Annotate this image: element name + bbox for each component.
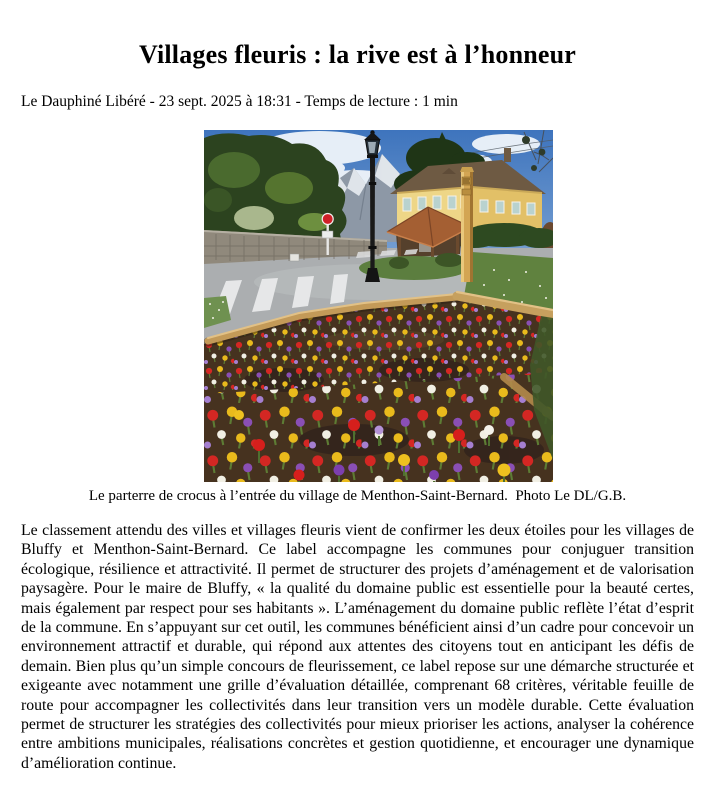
article-photo bbox=[204, 130, 553, 482]
photo-caption: Le parterre de crocus à l’entrée du village de Menthon-Saint-Bernard. Photo Le DL/G.B. bbox=[88, 488, 627, 504]
article-body: Le classement attendu des villes et villages fleuris vient de confirmer les deux étoiles pour les villages de Bluffy et Menthon-Saint-Bernard. Ce label accompagne les communes pour conjuguer transition écologique, résilience et attractivité. Il permet de structurer des projets d’aménagement et de valorisation paysagère. Pour le maire de Bluffy, « la qualité du domaine public est essentielle pour la beauté certes, mais également par respect pour ses habitants ». L’aménagement du domaine public reflète l’état d’esprit de la commune. En s’appuyant sur cet outil, les communes bénéficient ainsi d’un cadre pour concevoir un environnement attractif et durable, qui répond aux attentes des citoyens tout en anticipant les défis de demain. Bien plus qu’un simple concours de fleurissement, ce label repose sur une démarche structurée et exigeante avec notamment une grille d’évaluation détaillée, comprenant 68 critères, véritable feuille de route pour accompagner les collectivités dans leur transition vers un modèle durable. Cette évaluation permet de structurer les stratégies des collectivités pour mieux prioriser les actions, analyser la cohérence entre ambitions municipales, réalisations concrètes et gestion quotidienne, et encourager une dynamique d’amélioration continue. bbox=[21, 522, 694, 772]
article-title: Villages fleuris : la rive est à l’honneur bbox=[138, 40, 577, 69]
article-byline: Le Dauphiné Libéré - 23 sept. 2025 à 18:31 - Temps de lecture : 1 min bbox=[21, 93, 458, 110]
article-figure bbox=[204, 130, 553, 482]
